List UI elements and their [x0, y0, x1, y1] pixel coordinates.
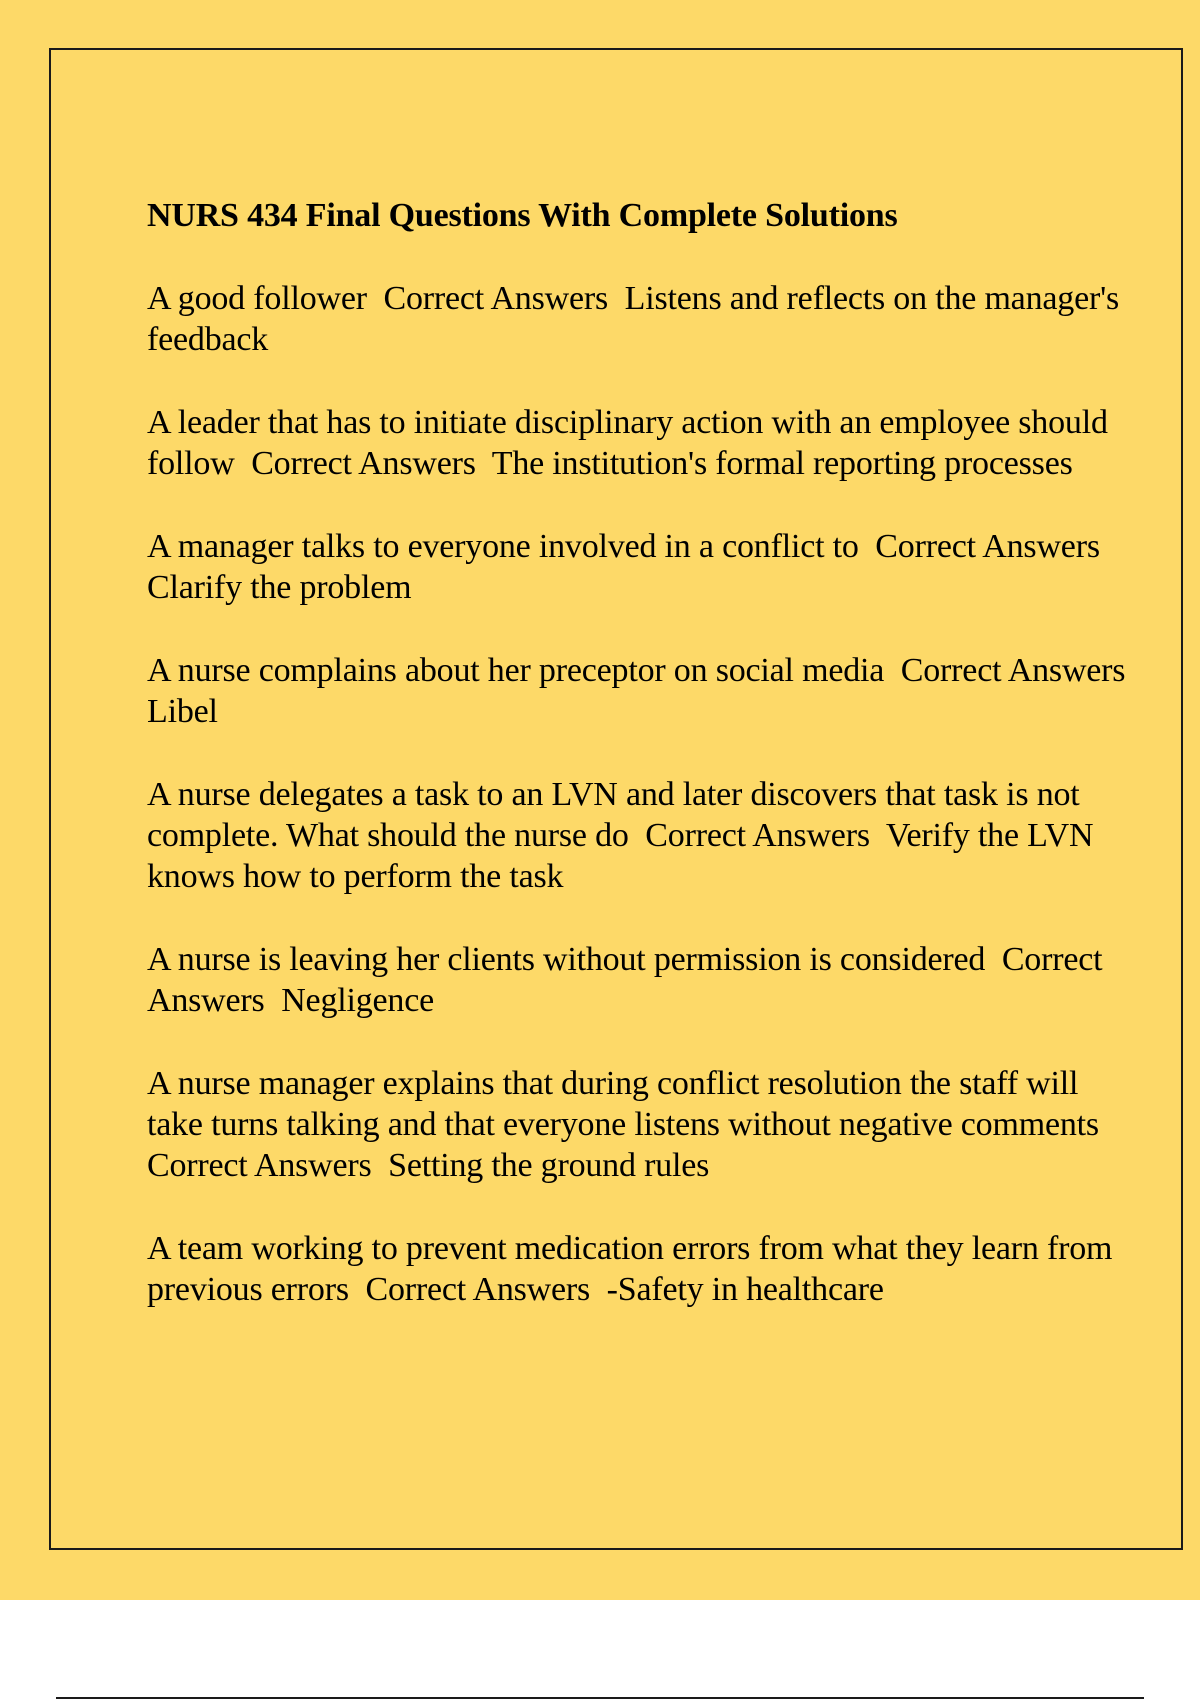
qa-item [147, 278, 1137, 360]
answer-text: Verify the LVN knows how to perform the task [147, 817, 1102, 895]
question-text: A leader that has to initiate disciplinary action with an employee should follow [147, 404, 1117, 482]
qa-item [147, 650, 1137, 732]
question-text: A good follower [147, 280, 367, 317]
answer-separator: Correct Answers [875, 528, 1100, 565]
qa-item [147, 774, 1137, 897]
document-frame [49, 48, 1183, 1550]
answer-text: Setting the ground rules [388, 1147, 710, 1184]
question-text: A nurse is leaving her clients without permission is considered [147, 941, 986, 978]
answer-separator: Correct Answers [645, 817, 870, 854]
answer-separator: Correct Answers [365, 1271, 591, 1308]
answer-separator: Correct Answers [251, 445, 476, 482]
qa-item [147, 526, 1137, 608]
answer-separator: Correct Answers [900, 652, 1126, 689]
answer-text: Libel [147, 693, 218, 730]
answer-separator: Correct Answers [147, 1147, 372, 1184]
document-content [147, 150, 1137, 1310]
qa-item [147, 939, 1137, 1021]
qa-item [147, 402, 1137, 484]
qa-item [147, 1063, 1137, 1186]
qa-item [147, 1228, 1137, 1310]
answer-separator: Correct Answers [383, 280, 609, 317]
answer-text: -Safety in healthcare [606, 1271, 884, 1308]
answer-text: Negligence [281, 982, 435, 1019]
question-text: A manager talks to everyone involved in a conflict to [147, 528, 859, 565]
answer-text: Clarify the problem [147, 569, 412, 606]
answer-text: Listens and reflects on the manager's feedback [147, 280, 1128, 358]
question-text: A nurse complains about her preceptor on social media [147, 652, 885, 689]
footer-divider [56, 1697, 1144, 1699]
answer-text: The institution's formal reporting processes [491, 445, 1073, 482]
question-text: A team working to prevent medication errors from what they learn from previous errors [147, 1230, 1121, 1308]
document-title: NURS 434 Final Questions With Complete Solutions [147, 197, 898, 234]
question-text: A nurse manager explains that during conflict resolution the staff will take turns talking and that everyone listens without negative comments [147, 1065, 1099, 1143]
question-text: A nurse delegates a task to an LVN and later discovers that task is not complete. What should the nurse do [147, 776, 1088, 854]
answer-separator: Correct Answers [147, 941, 1109, 1019]
